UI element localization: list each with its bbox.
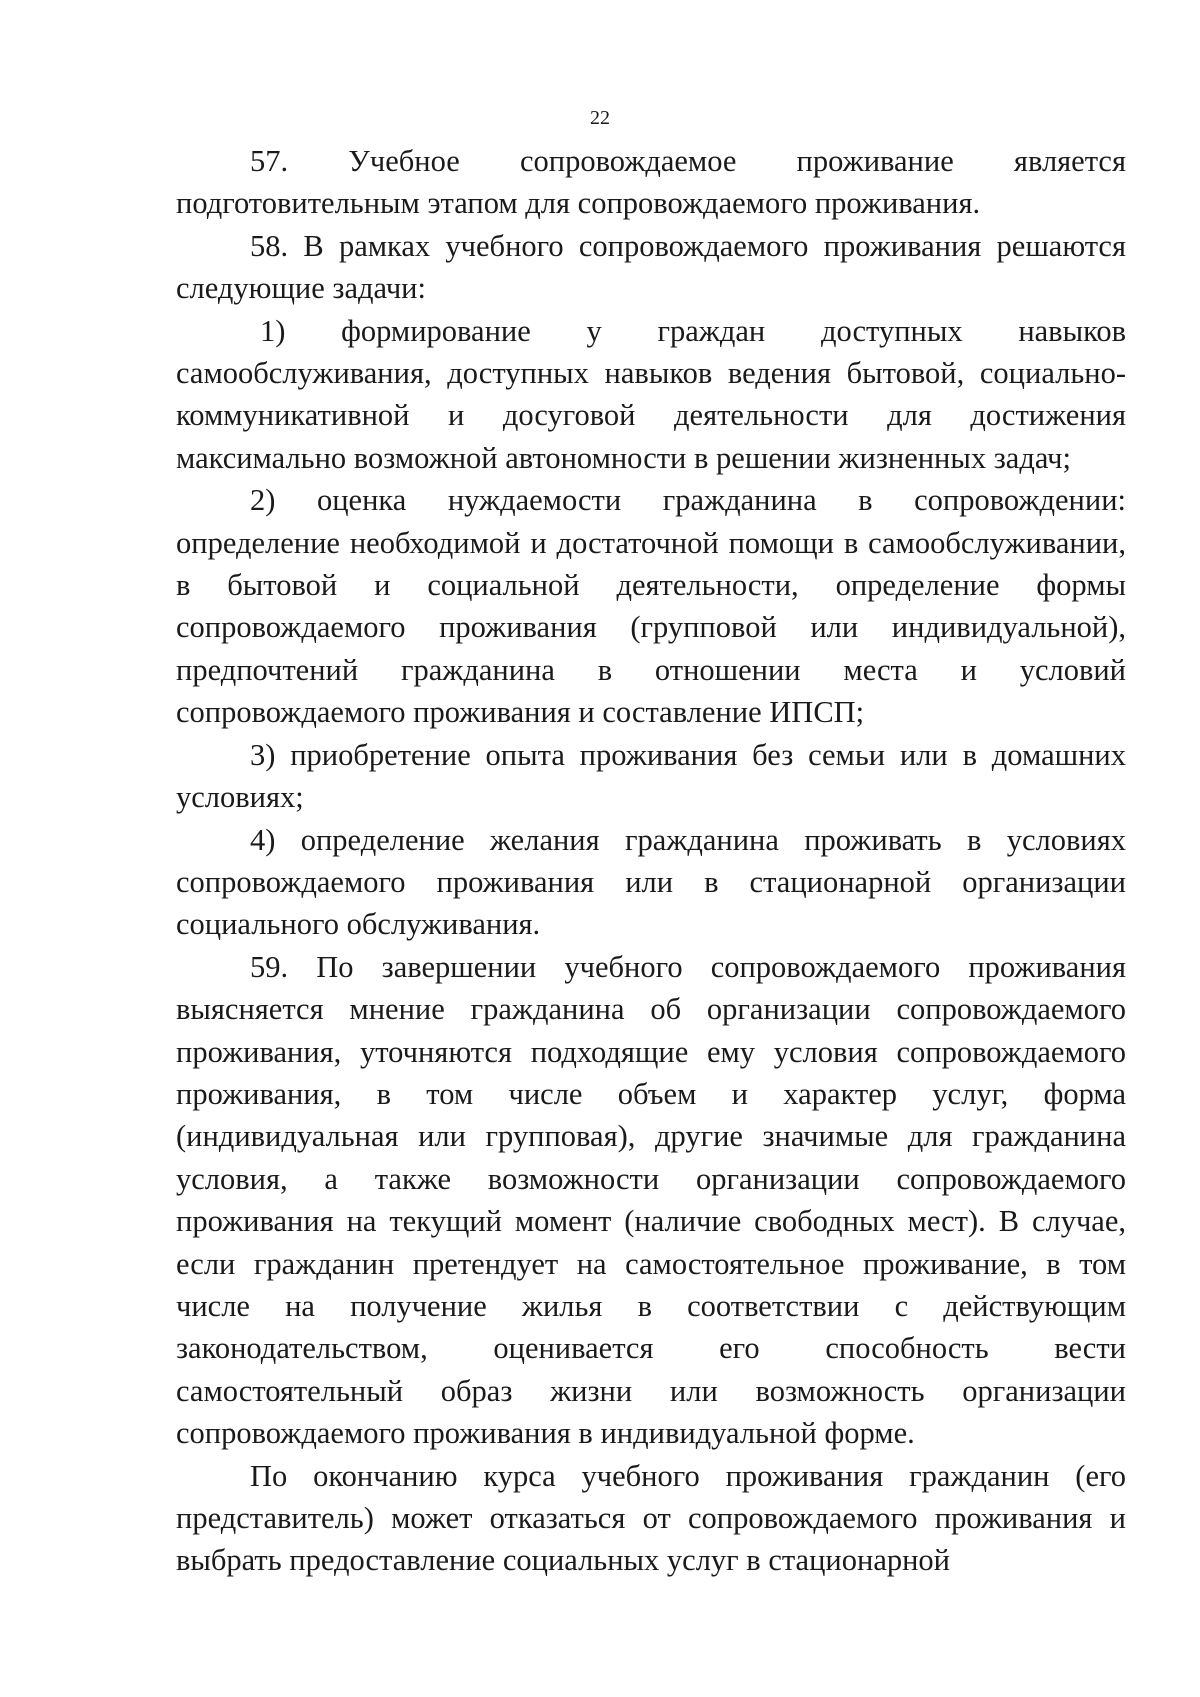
- list-item-2: 2) оценка нуждаемости гражданина в сопровождении: определение необходимой и достаточной помощи в самообслуживании, в бытовой и социальной деятельности, определение формы сопровождаемого проживания (групповой или индивидуальной), предпочтений гражданина в отношении места и условий сопровождаемого проживания и составление ИПСП;: [176, 483, 1126, 730]
- paragraph-59: 59. По завершении учебного сопровождаемого проживания выясняется мнение гражданина об организации сопровождаемого проживания, уточняются подходящие ему условия сопровождаемого проживания, в том числе объем и характер услуг, форма (индивидуальная или групповая), другие значимые для гражданина условия, а также возможности организации сопровождаемого проживания на текущий момент (наличие свободных мест). В случае, если гражданин претендует на самостоятельное проживание, в том числе на получение жилья в соответствии с действующим законодательством, оценивается его способность вести самостоятельный образ жизни или возможность организации сопровождаемого проживания в индивидуальной форме.: [176, 949, 1126, 1451]
- list-item-3: 3) приобретение опыта проживания без семьи или в домашних условиях;: [176, 737, 1126, 815]
- paragraph-closing: По окончанию курса учебного проживания гражданин (его представитель) может отказаться от сопровождаемого проживания и выбрать предоставление социальных услуг в стационарной: [176, 1458, 1126, 1578]
- list-item-4: 4) определение желания гражданина проживать в условиях сопровождаемого проживания или в стационарной организации социального обслуживания.: [176, 822, 1126, 942]
- page-number: 22: [590, 107, 610, 129]
- paragraph-58: 58. В рамках учебного сопровождаемого проживания решаются следующие задачи:: [176, 228, 1126, 306]
- document-body: [176, 140, 1126, 1582]
- paragraph-57: 57. Учебное сопровождаемое проживание является подготовительным этапом для сопровождаемого проживания.: [176, 144, 1126, 221]
- list-item-1: 1) формирование у граждан доступных навыков самообслуживания, доступных навыков ведения бытовой, социально-коммуникативной и досуговой деятельности для достижения максимально возможной автономности в решении жизненных задач;: [176, 313, 1126, 475]
